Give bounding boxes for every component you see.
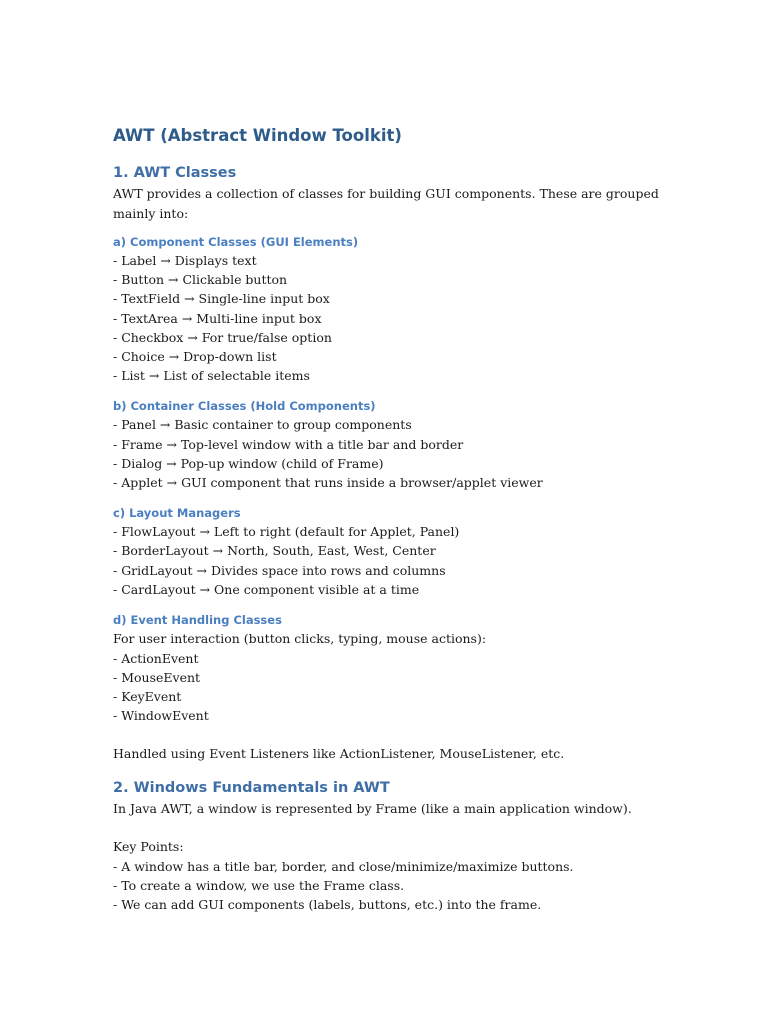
section-1-intro: AWT provides a collection of classes for building GUI components. These are grouped mainly into: bbox=[113, 186, 659, 221]
document-title: AWT (Abstract Window Toolkit) bbox=[113, 126, 402, 145]
subsection-b-heading: b) Container Classes (Hold Components) bbox=[113, 399, 376, 414]
list-item: - Applet → GUI component that runs inside a browser/applet viewer bbox=[113, 475, 543, 491]
event-handling-outro: Handled using Event Listeners like ActionListener, MouseListener, etc. bbox=[113, 746, 565, 762]
list-item: - Checkbox → For true/false option bbox=[113, 329, 332, 345]
list-item: - List → List of selectable items bbox=[113, 368, 310, 384]
list-item: - Label → Displays text bbox=[113, 253, 257, 268]
list-item: - Choice → Drop-down list bbox=[113, 349, 277, 365]
list-item: - TextArea → Multi-line input box bbox=[113, 310, 322, 326]
key-points-label: Key Points: bbox=[113, 839, 184, 855]
list-item: - A window has a title bar, border, and close/minimize/maximize buttons. bbox=[113, 858, 574, 874]
list-item: - ActionEvent bbox=[113, 650, 199, 666]
container-classes-list bbox=[113, 415, 673, 492]
component-classes-list bbox=[113, 251, 673, 385]
list-item: - Panel → Basic container to group components bbox=[113, 417, 412, 433]
event-classes-list bbox=[113, 649, 673, 726]
list-item: - We can add GUI components (labels, buttons, etc.) into the frame. bbox=[113, 897, 542, 913]
section-1-heading: 1. AWT Classes bbox=[113, 165, 237, 181]
list-item: - BorderLayout → North, South, East, West, Center bbox=[113, 543, 436, 559]
list-item: - Frame → Top-level window with a title bar and border bbox=[113, 436, 464, 452]
key-points-list bbox=[113, 857, 673, 915]
list-item: - MouseEvent bbox=[113, 669, 201, 685]
section-2-intro: In Java AWT, a window is represented by Frame (like a main application window). bbox=[113, 800, 632, 816]
document-content bbox=[113, 124, 673, 914]
list-item: - To create a window, we use the Frame class. bbox=[113, 878, 405, 894]
list-item: - Button → Clickable button bbox=[113, 272, 288, 288]
event-handling-intro: For user interaction (button clicks, typing, mouse actions): bbox=[113, 631, 487, 647]
subsection-a-heading: a) Component Classes (GUI Elements) bbox=[113, 235, 359, 249]
list-item: - Dialog → Pop-up window (child of Frame) bbox=[113, 455, 384, 471]
list-item: - KeyEvent bbox=[113, 688, 182, 704]
list-item: - WindowEvent bbox=[113, 708, 209, 724]
list-item: - GridLayout → Divides space into rows and columns bbox=[113, 562, 446, 578]
section-2-heading: 2. Windows Fundamentals in AWT bbox=[113, 779, 390, 796]
list-item: - CardLayout → One component visible at a time bbox=[113, 581, 420, 597]
subsection-d-heading: d) Event Handling Classes bbox=[113, 613, 282, 628]
list-item: - FlowLayout → Left to right (default for Applet, Panel) bbox=[113, 524, 460, 540]
list-item: - TextField → Single-line input box bbox=[113, 291, 330, 307]
subsection-c-heading: c) Layout Managers bbox=[113, 506, 241, 521]
layout-managers-list bbox=[113, 522, 673, 599]
